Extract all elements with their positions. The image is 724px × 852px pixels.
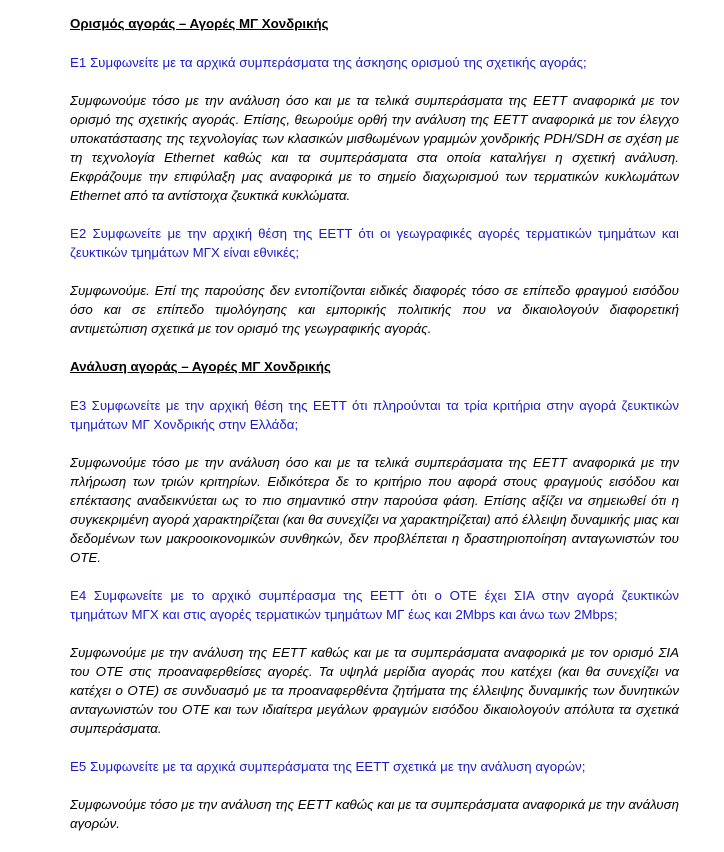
section-heading: Ορισμός αγοράς – Αγορές ΜΓ Χονδρικής <box>70 16 329 31</box>
section-market-definition <box>70 14 679 338</box>
answer-e3: Συμφωνούμε τόσο με την ανάλυση όσο και με τα τελικά συμπεράσματα της ΕΕΤΤ αναφορικά με την πλήρωση των τριών κριτηρίων. Ειδικότερα δε το κριτήριο που αφορά στους φραγμούς εισόδου και επέκτασης αναδεικνύεται ως το πιο σημαντικό στην παρούσα φάση. Επίσης αξίζει να σημειωθεί ότι η συγκεκριμένη αγορά χαρακτηρίζεται (και θα συνεχίζει να χαρακτηρίζεται) από έλλειψη δυναμικής μιας και δεδομένων των μακροοικονομικών συνθηκών, δεν προβλέπεται η δραστηριοποίηση ανταγωνιστών του ΟΤΕ. <box>70 455 679 565</box>
section-market-analysis <box>70 357 679 833</box>
answer-e1: Συμφωνούμε τόσο με την ανάλυση όσο και με τα τελικά συμπεράσματα της ΕΕΤΤ αναφορικά με τον ορισμό της σχετικής αγοράς. Επίσης, θεωρούμε ορθή την ανάλυση της ΕΕΤΤ αναφορικά με τον έλεγχο υποκατάστασης της τεχνολογίας των κλασικών μισθωμένων γραμμών χονδρικής PDH/SDH σε σχέση με τη τεχνολογία Ethernet καθώς και τα συμπεράσματα στα οποία καταλήγει η σχετική ανάλυση. Εκφράζουμε την επιφύλαξη μας αναφορικά με το σημείο διαχωρισμού των τερματικών κυκλωμάτων Ethernet από τα αντίστοιχα ζευκτικά κυκλώματα. <box>70 93 679 203</box>
document-page <box>70 14 679 852</box>
question-e3: Ε3 Συμφωνείτε με την αρχική θέση της ΕΕΤΤ ότι πληρούνται τα τρία κριτήρια στην αγορά ζευκτικών τμημάτων ΜΓ Χονδρικής στην Ελλάδα; <box>70 398 679 432</box>
question-e2: Ε2 Συμφωνείτε με την αρχική θέση της ΕΕΤΤ ότι οι γεωγραφικές αγορές τερματικών τμημάτων και ζευκτικών τμημάτων ΜΓΧ είναι εθνικές; <box>70 226 679 260</box>
section-heading: Ανάλυση αγοράς – Αγορές ΜΓ Χονδρικής <box>70 359 331 374</box>
question-e1: Ε1 Συμφωνείτε με τα αρχικά συμπεράσματα της άσκησης ορισμού της σχετικής αγοράς; <box>70 55 587 70</box>
question-e5: Ε5 Συμφωνείτε με τα αρχικά συμπεράσματα της ΕΕΤΤ σχετικά με την ανάλυση αγορών; <box>70 759 586 774</box>
question-e4: Ε4 Συμφωνείτε με το αρχικό συμπέρασμα της ΕΕΤΤ ότι ο ΟΤΕ έχει ΣΙΑ στην αγορά ζευκτικών τμημάτων ΜΓΧ και στις αγορές τερματικών τμημάτων ΜΓ έως και 2Mbps και άνω των 2Mbps; <box>70 588 679 622</box>
answer-e4: Συμφωνούμε με την ανάλυση της ΕΕΤΤ καθώς και με τα συμπεράσματα αναφορικά με τον ορισμό ΣΙΑ του ΟΤΕ στις προαναφερθείσες αγορές. Τα υψηλά μερίδια αγοράς που κατέχει (και θα συνεχίζει να κατέχει ο ΟΤΕ) σε συνδυασμό με τα προαναφερθέντα ζητήματα της έλλειψης δυναμικής των δυνητικών ανταγωνιστών του ΟΤΕ και των ιδιαίτερα μεγάλων φραγμών εισόδου δικαιολογούν απόλυτα τα σχετικά συμπεράσματα. <box>70 645 679 736</box>
answer-e2: Συμφωνούμε. Επί της παρούσης δεν εντοπίζονται ειδικές διαφορές τόσο σε επίπεδο φραγμού εισόδου όσο και σε επίπεδο τιμολόγησης και εμπορικής πολιτικής που να δικαιολογούν διαφορετική αντιμετώπιση σχετικά με τον ορισμό της γεωγραφικής αγοράς. <box>70 283 679 336</box>
answer-e5: Συμφωνούμε τόσο με την ανάλυση της ΕΕΤΤ καθώς και με τα συμπεράσματα αναφορικά με την ανάλυση αγορών. <box>70 797 679 831</box>
